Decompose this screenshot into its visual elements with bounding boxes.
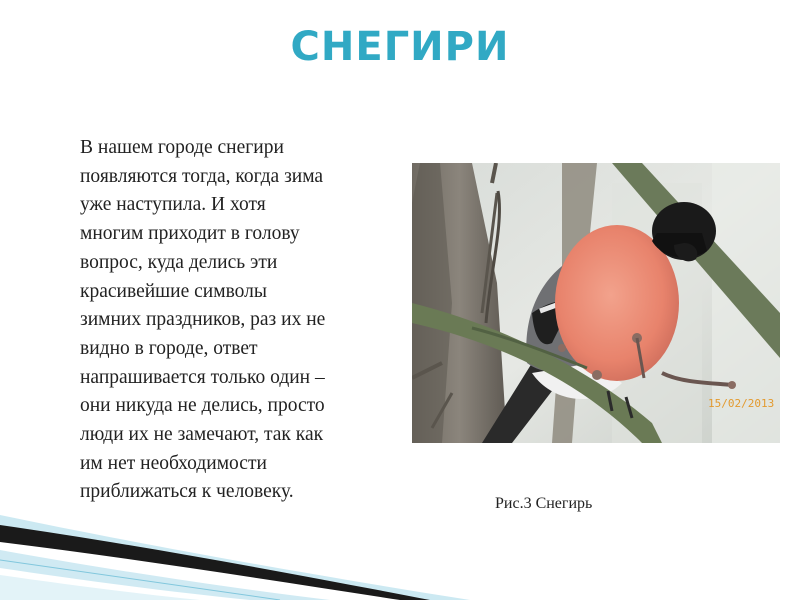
paragraph-line: видно в городе, ответ xyxy=(80,337,258,359)
decorative-swoosh xyxy=(0,500,470,600)
paragraph-line: им нет необходимости xyxy=(80,452,267,474)
body-paragraph xyxy=(80,134,400,507)
paragraph-line: красивейшие символы xyxy=(80,280,267,302)
paragraph-line: приближаться к человеку. xyxy=(80,481,294,503)
paragraph-line: зимних праздников, раз их не xyxy=(80,309,326,331)
bullfinch-photo xyxy=(412,163,780,443)
slide-title: СНЕГИРИ xyxy=(290,24,510,70)
paragraph-line: уже наступила. И хотя xyxy=(80,194,266,216)
paragraph-line: многим приходит в голову xyxy=(80,223,300,245)
paragraph-line: они никуда не делись, просто xyxy=(80,395,325,417)
paragraph-line: появляются тогда, когда зима xyxy=(80,165,324,187)
paragraph-line: напрашивается только один – xyxy=(80,366,325,388)
photo-date-stamp: 15/02/2013 xyxy=(708,397,775,410)
photo-caption: Рис.3 Снегирь xyxy=(495,495,593,512)
paragraph-line: В нашем городе снегири xyxy=(80,137,284,158)
paragraph-line: вопрос, куда делись эти xyxy=(80,251,278,273)
paragraph-line: люди их не замечают, так как xyxy=(80,424,324,446)
